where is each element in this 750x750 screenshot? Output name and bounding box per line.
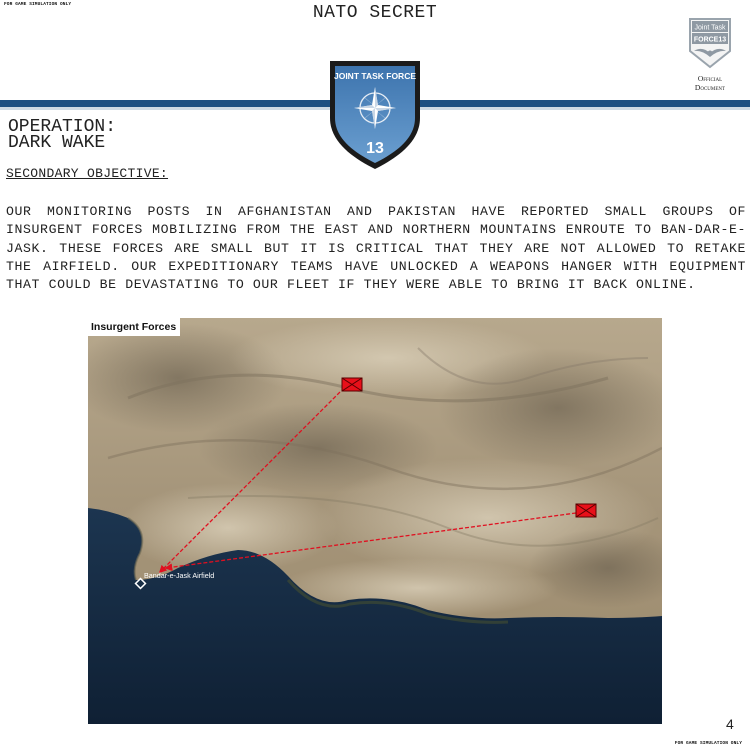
jtf-shield-emblem: [327, 58, 423, 172]
objective-heading: SECONDARY OBJECTIVE:: [6, 166, 169, 181]
logo-line2: FORCE13: [693, 36, 727, 44]
joint-task-force-logo: [688, 17, 732, 69]
emblem-title: JOINT TASK FORCE: [333, 71, 417, 81]
logo-line1: Joint Task: [694, 24, 726, 32]
classification-header: NATO SECRET: [312, 3, 438, 23]
operation-title: [8, 119, 116, 151]
operation-line2: DARK WAKE: [8, 133, 106, 153]
operation-line1: OPERATION:: [8, 117, 117, 137]
official-line1: Official: [697, 74, 723, 83]
emblem-number: 13: [366, 140, 384, 157]
airfield-label: Bandar-e-Jask Airfield: [144, 571, 215, 580]
simulation-marking-bottom: FOR GAME SIMULATION ONLY: [674, 741, 742, 746]
page-number: 4: [726, 716, 734, 732]
briefing-text: OUR MONITORING POSTS IN AFGHANISTAN AND PAKISTAN HAVE REPORTED SMALL GROUPS OF INSURGENT FORCES MOBILIZING FROM THE EAST AND NORTHERN MOUNTAINS ENROUTE TO BAN-DAR-E-JASK. THESE FORCES ARE SMALL BUT IT IS CRITICAL THAT THEY ARE NOT ALLOWED TO RETAKE THE AIRFIELD. OUR EXPEDITIONARY TEAMS HAVE UNLOCKED A WEAPONS HANGER WITH EQUIPMENT THAT COULD BE DEVASTATING TO OUR FLEET IF THEY WERE ABLE TO BRING IT BACK ONLINE.: [6, 204, 746, 293]
satellite-map: [88, 318, 662, 724]
simulation-marking-top: FOR GAME SIMULATION ONLY: [4, 2, 72, 7]
enemy-unit-north-icon: [342, 378, 362, 391]
official-line2: Document: [694, 83, 726, 92]
official-document-note: [680, 74, 740, 92]
map-title-label: Insurgent Forces: [88, 318, 180, 336]
enemy-unit-east-icon: [576, 504, 596, 517]
